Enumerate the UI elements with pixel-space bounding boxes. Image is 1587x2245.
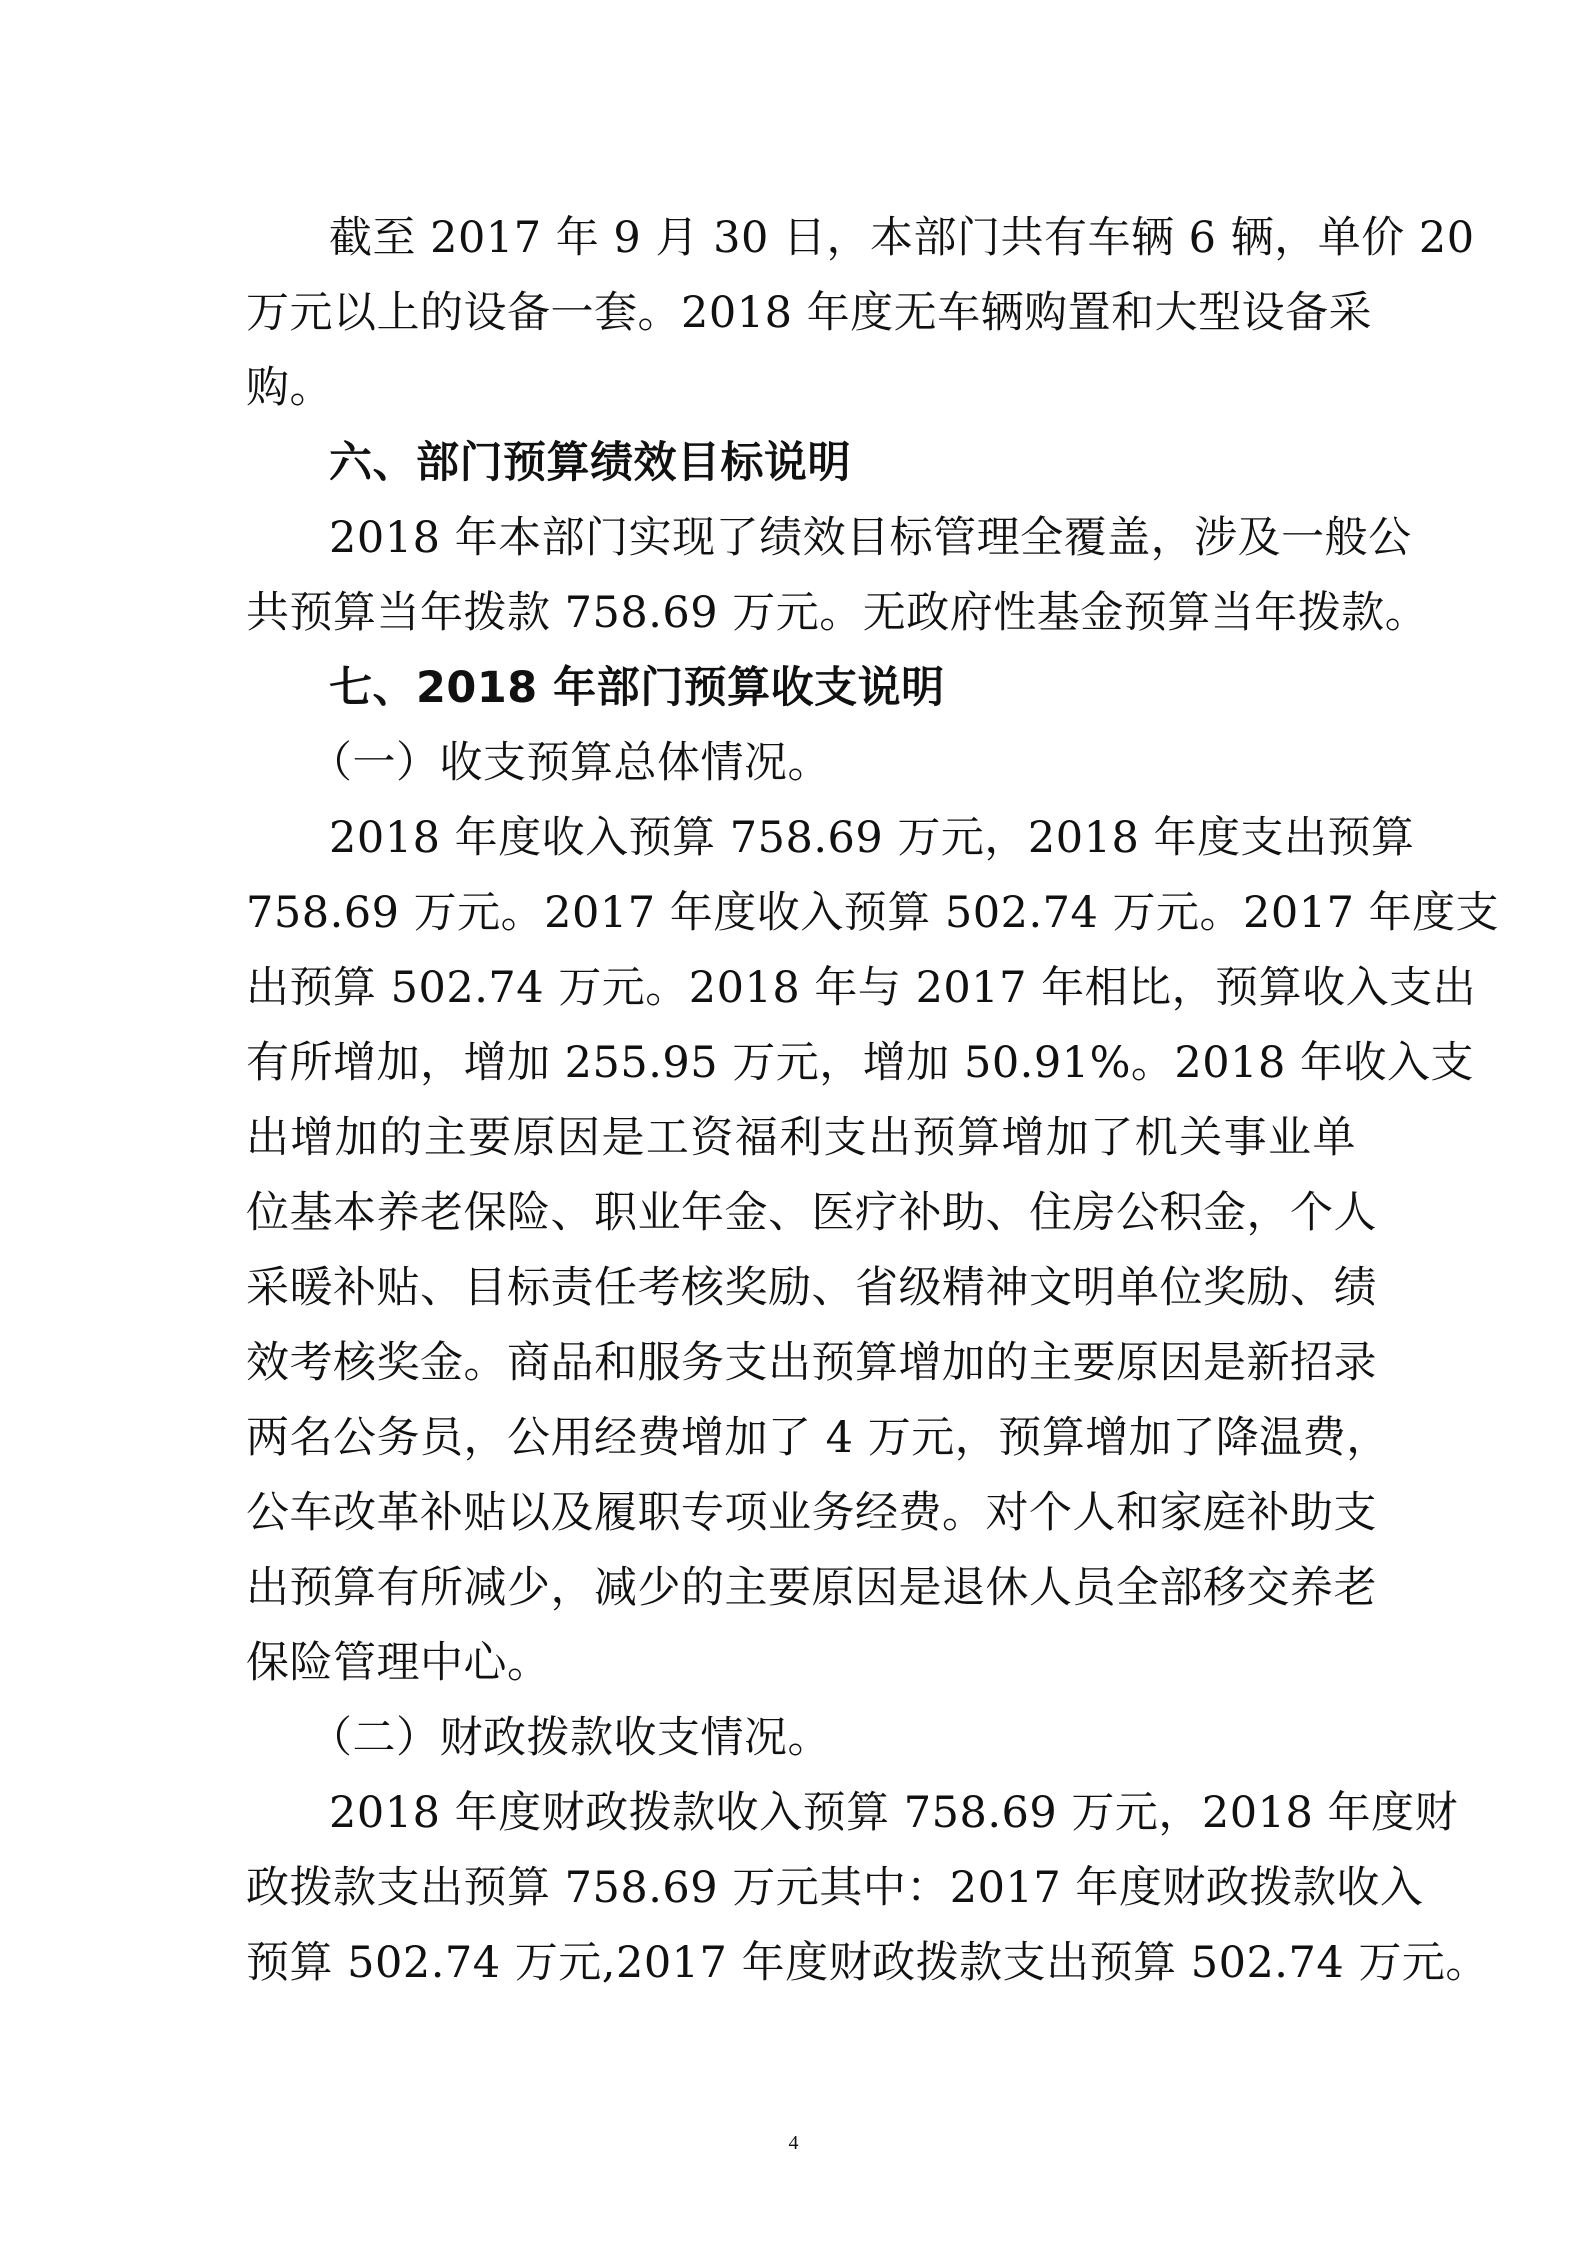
paragraph-line: 758.69 万元。2017 年度收入预算 502.74 万元。2017 年度支 xyxy=(246,888,1500,938)
paragraph-line: 2018 年度收入预算 758.69 万元，2018 年度支出预算 xyxy=(329,813,1415,863)
paragraph-line: 购。 xyxy=(246,363,333,413)
paragraph-line: 位基本养老保险、职业年金、医疗补助、住房公积金，个人 xyxy=(246,1188,1377,1238)
page-number: 4 xyxy=(788,2132,799,2154)
paragraph-line: 万元以上的设备一套。2018 年度无车辆购置和大型设备采 xyxy=(246,288,1373,338)
paragraph-line: 两名公务员，公用经费增加了 4 万元，预算增加了降温费， xyxy=(246,1413,1390,1463)
paragraph-line: 出预算 502.74 万元。2018 年与 2017 年相比，预算收入支出 xyxy=(246,963,1477,1013)
paragraph-line: 2018 年度财政拨款收入预算 758.69 万元，2018 年度财 xyxy=(329,1788,1458,1838)
paragraph-line: 预算 502.74 万元,2017 年度财政拨款支出预算 502.74 万元。 xyxy=(246,1938,1489,1988)
paragraph-line: 2018 年本部门实现了绩效目标管理全覆盖，涉及一般公 xyxy=(329,513,1412,563)
paragraph-line: 公车改革补贴以及履职专项业务经费。对个人和家庭补助支 xyxy=(246,1488,1377,1538)
section-heading: 七、2018 年部门预算收支说明 xyxy=(329,663,945,713)
paragraph-line: 共预算当年拨款 758.69 万元。无政府性基金预算当年拨款。 xyxy=(246,588,1429,638)
paragraph-line: 政拨款支出预算 758.69 万元其中：2017 年度财政拨款收入 xyxy=(246,1863,1424,1913)
paragraph-line: 保险管理中心。 xyxy=(246,1638,551,1688)
subsection-heading: （二）财政拨款收支情况。 xyxy=(309,1713,831,1763)
subsection-heading: （一）收支预算总体情况。 xyxy=(309,738,831,788)
section-heading: 六、部门预算绩效目标说明 xyxy=(329,438,851,488)
paragraph-line: 出预算有所减少，减少的主要原因是退休人员全部移交养老 xyxy=(246,1563,1377,1613)
paragraph-line: 采暖补贴、目标责任考核奖励、省级精神文明单位奖励、绩 xyxy=(246,1263,1377,1313)
paragraph-line: 有所增加，增加 255.95 万元，增加 50.91%。2018 年收入支 xyxy=(246,1038,1475,1088)
paragraph-line: 截至 2017 年 9 月 30 日，本部门共有车辆 6 辆，单价 20 xyxy=(329,213,1475,263)
paragraph-line: 出增加的主要原因是工资福利支出预算增加了机关事业单 xyxy=(246,1113,1356,1163)
paragraph-line: 效考核奖金。商品和服务支出预算增加的主要原因是新招录 xyxy=(246,1338,1377,1388)
